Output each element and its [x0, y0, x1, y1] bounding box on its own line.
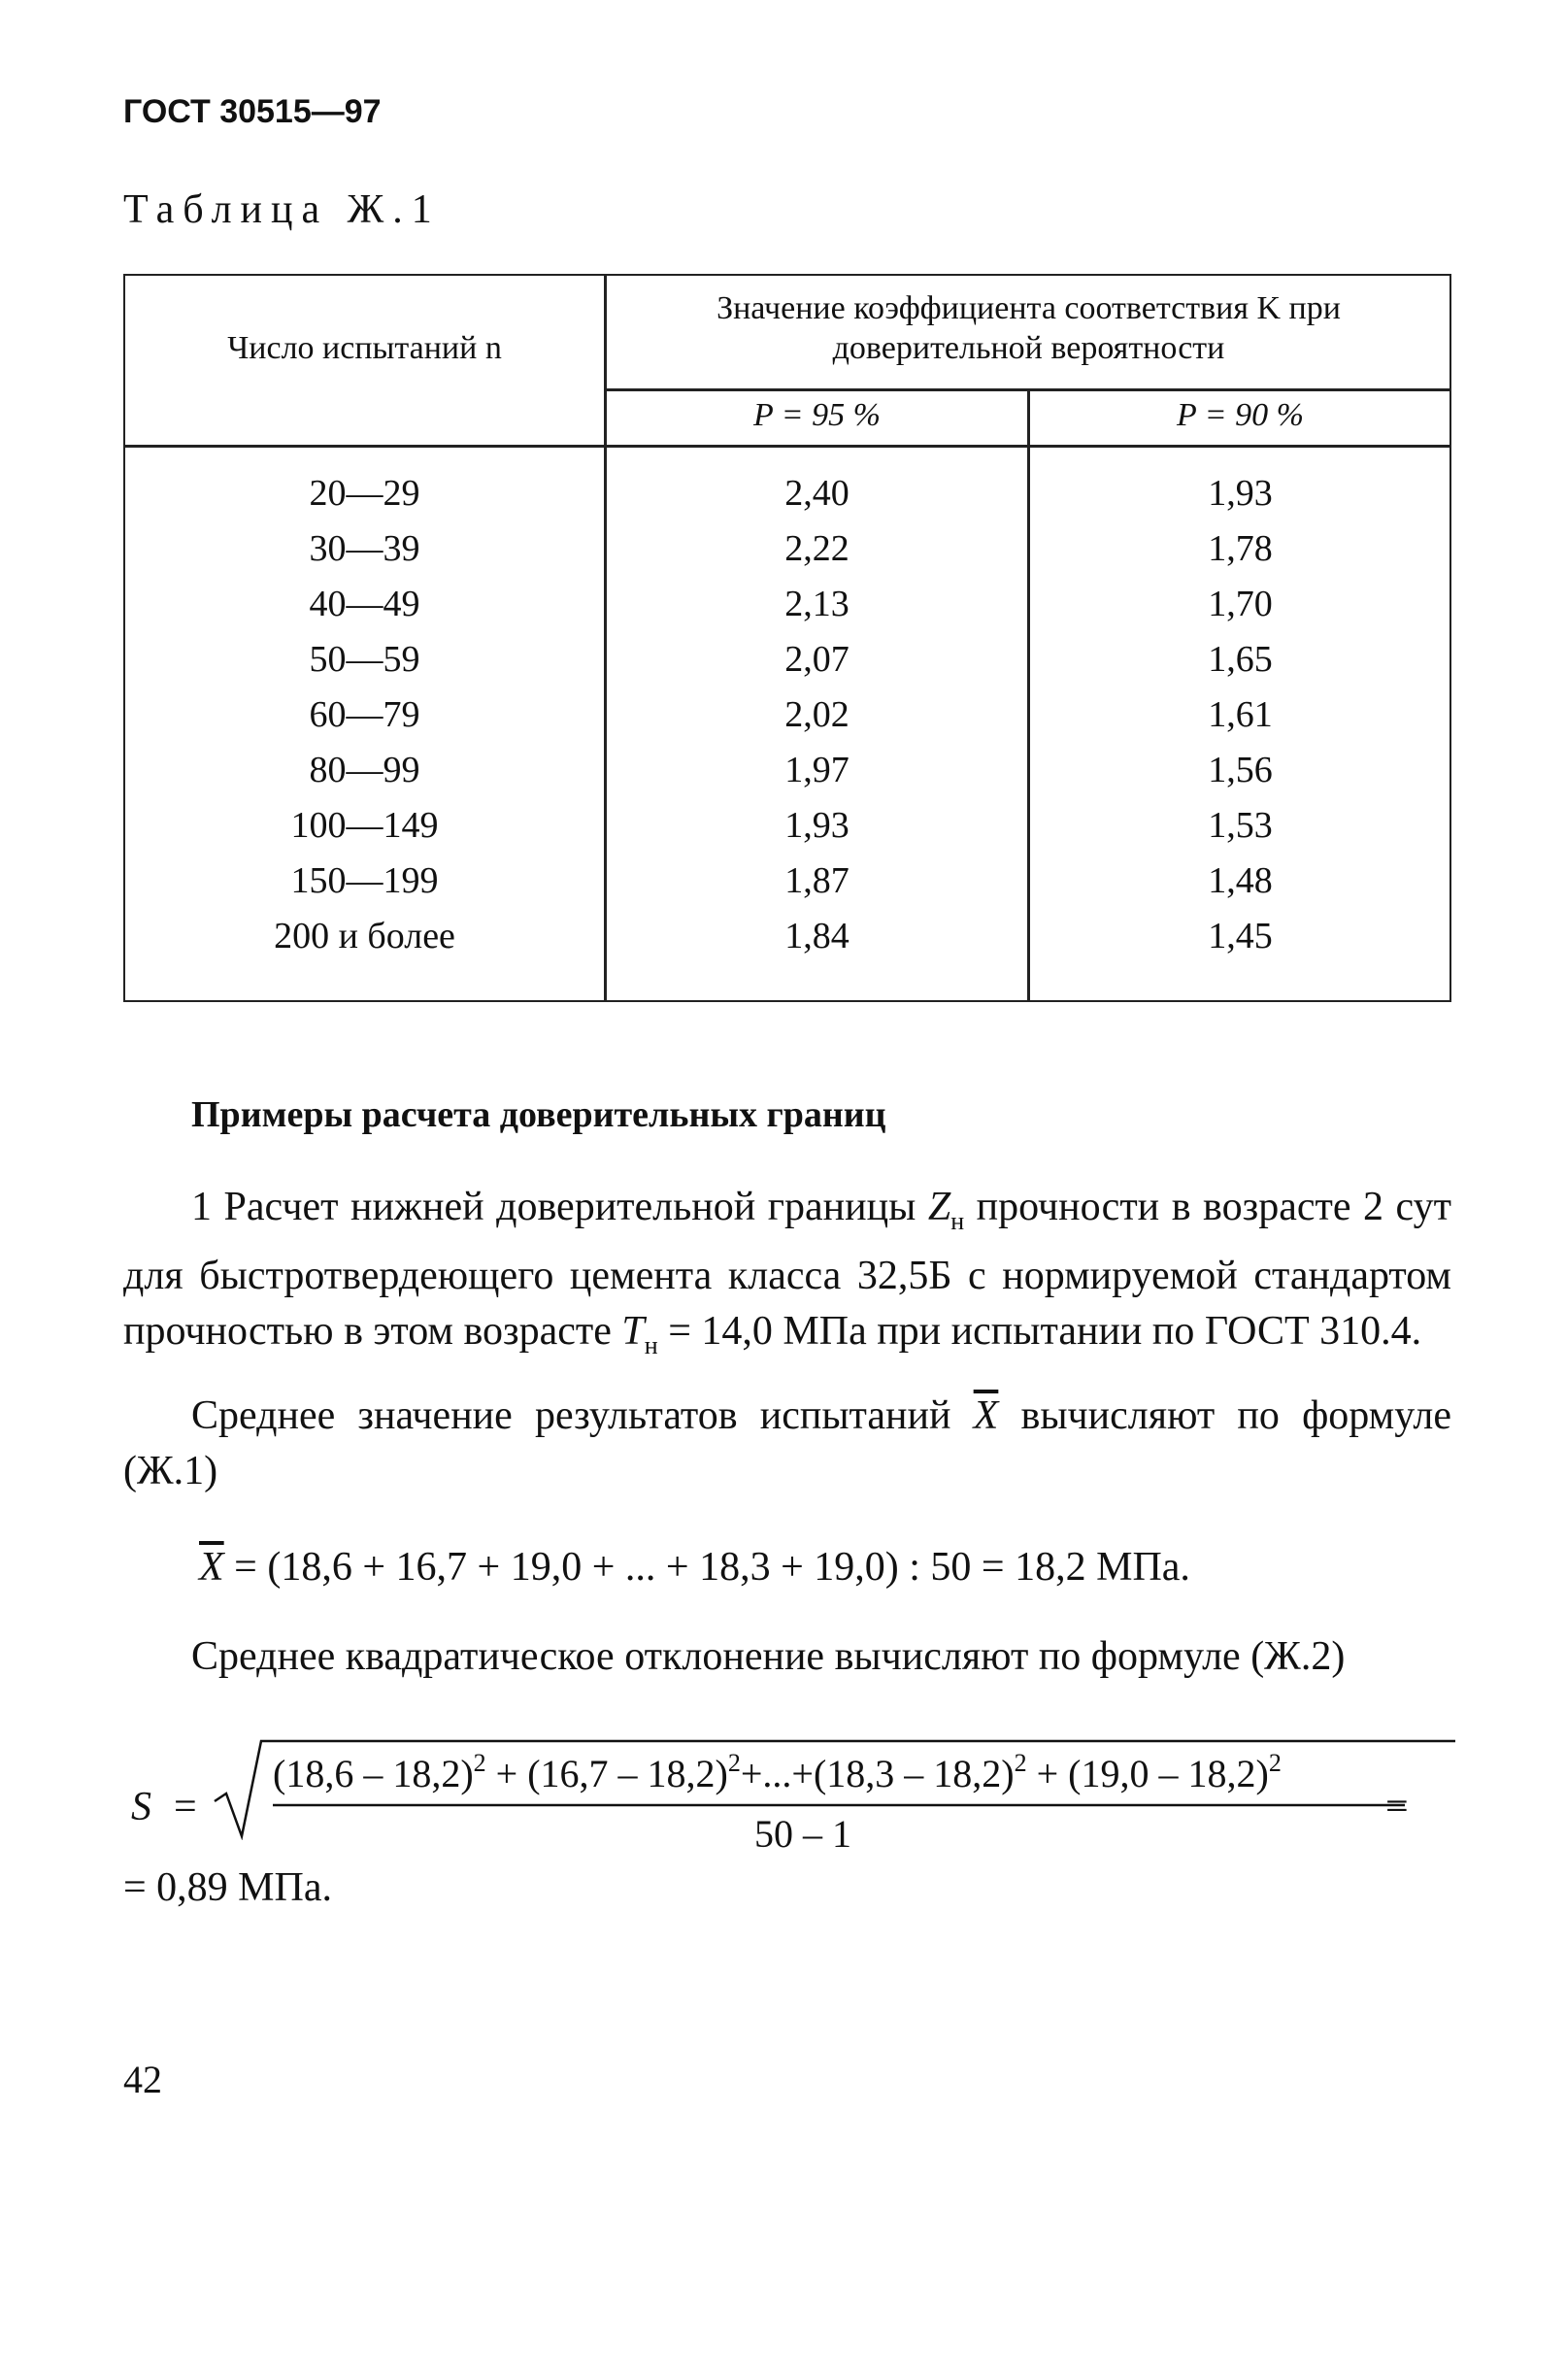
- num-term-3: +...+(18,3 – 18,2): [740, 1752, 1015, 1795]
- exp-1: 2: [473, 1749, 486, 1777]
- table-hline-group: [604, 388, 1450, 391]
- table-cell-p90: 1,48: [1208, 860, 1273, 901]
- formula2-denominator: 50 – 1: [754, 1812, 851, 1856]
- formula2-trailing-eq: =: [1385, 1785, 1409, 1829]
- para2-start: Среднее значение результатов испытаний: [191, 1393, 974, 1438]
- formula1-body: = (18,6 + 16,7 + 19,0 + ... + 18,3 + 19,0) : 50 = 18,2 МПа.: [223, 1545, 1190, 1590]
- exp-2: 2: [727, 1749, 741, 1777]
- example-paragraph-2: [123, 1389, 1451, 1499]
- mean-formula: [199, 1544, 1190, 1591]
- table-cell-p95: 1,87: [784, 860, 850, 901]
- t-variable: T: [621, 1309, 645, 1354]
- num-term-2: + (16,7 – 18,2): [485, 1752, 728, 1795]
- group-header-line2: доверительной вероятности: [832, 329, 1225, 366]
- table-cell-n: 40—49: [309, 584, 420, 624]
- table-cell-p95: 2,13: [784, 584, 850, 624]
- table-cell-p90: 1,56: [1208, 750, 1273, 790]
- table-cell-p90: 1,65: [1208, 639, 1273, 680]
- table-hline-header: [125, 445, 1450, 448]
- table-cell-p95: 1,84: [784, 916, 850, 956]
- z-subscript: н: [950, 1207, 965, 1235]
- z-variable: Z: [927, 1185, 951, 1229]
- table-cell-n: 20—29: [309, 473, 420, 514]
- col-header-n: Число испытаний n: [227, 330, 502, 366]
- table-cell-n: 150—199: [290, 860, 439, 901]
- group-header-line1: Значение коэффициента соответствия K при: [716, 290, 1341, 326]
- table-caption: Таблица Ж.1: [123, 187, 441, 232]
- coefficient-table: [123, 274, 1451, 1002]
- col-header-p90: P = 90 %: [1177, 397, 1304, 433]
- table-cell-p95: 2,22: [784, 528, 850, 569]
- col-header-p95: P = 95 %: [753, 397, 881, 433]
- para1-start: 1 Расчет нижней доверительной границы: [191, 1185, 928, 1229]
- example-paragraph-3: [123, 1629, 1451, 1685]
- formula2-eq: =: [174, 1785, 197, 1829]
- table-cell-n: 200 и более: [274, 916, 455, 956]
- table-cell-n: 50—59: [309, 639, 420, 680]
- num-term-4: + (19,0 – 18,2): [1026, 1752, 1269, 1795]
- table-cell-p95: 2,40: [784, 473, 850, 514]
- table-cell-p90: 1,45: [1208, 916, 1273, 956]
- para2-end: вычисляют по формуле (Ж.1): [123, 1393, 1451, 1493]
- table-cell-p90: 1,53: [1208, 805, 1273, 846]
- table-cell-n: 80—99: [309, 750, 420, 790]
- table-cell-n: 60—79: [309, 694, 420, 735]
- num-term-1: (18,6 – 18,2): [273, 1752, 474, 1795]
- example-paragraph-1: [123, 1180, 1451, 1373]
- para1-end: = 14,0 МПа при испытании по ГОСТ 310.4.: [657, 1309, 1422, 1354]
- std-dev-result: = 0,89 МПа.: [123, 1865, 333, 1910]
- page-number: 42: [123, 2058, 162, 2101]
- formula1-x: $\overline{X}$: [199, 1545, 224, 1590]
- formula2-numerator: [273, 1749, 1282, 1796]
- x-mean-variable: $\overline{X}$: [973, 1393, 999, 1438]
- exp-3: 2: [1014, 1749, 1027, 1777]
- table-cell-p90: 1,93: [1208, 473, 1273, 514]
- table-cell-p95: 1,93: [784, 805, 850, 846]
- table-cell-p90: 1,70: [1208, 584, 1273, 624]
- t-subscript: н: [644, 1331, 658, 1359]
- table-cell-n: 100—149: [290, 805, 439, 846]
- col-group-header: [607, 289, 1450, 369]
- para1-mid: прочности в возрасте 2 сут для быстротвердеющего цемента класса 32,5Б с нормируемой стандартом прочностью в этом возрасте: [123, 1185, 1451, 1354]
- table-cell-p90: 1,61: [1208, 694, 1273, 735]
- table-cell-n: 30—39: [309, 528, 420, 569]
- table-cell-p95: 2,07: [784, 639, 850, 680]
- table-cell-p90: 1,78: [1208, 528, 1273, 569]
- document-header: ГОСТ 30515—97: [123, 93, 382, 130]
- table-cell-p95: 2,02: [784, 694, 850, 735]
- section-heading: Примеры расчета доверительных границ: [191, 1094, 886, 1135]
- table-cell-p95: 1,97: [784, 750, 850, 790]
- exp-4: 2: [1268, 1749, 1282, 1777]
- formula2-lhs: S: [131, 1785, 151, 1829]
- para3-text: Среднее квадратическое отклонение вычисляют по формуле (Ж.2): [191, 1634, 1346, 1679]
